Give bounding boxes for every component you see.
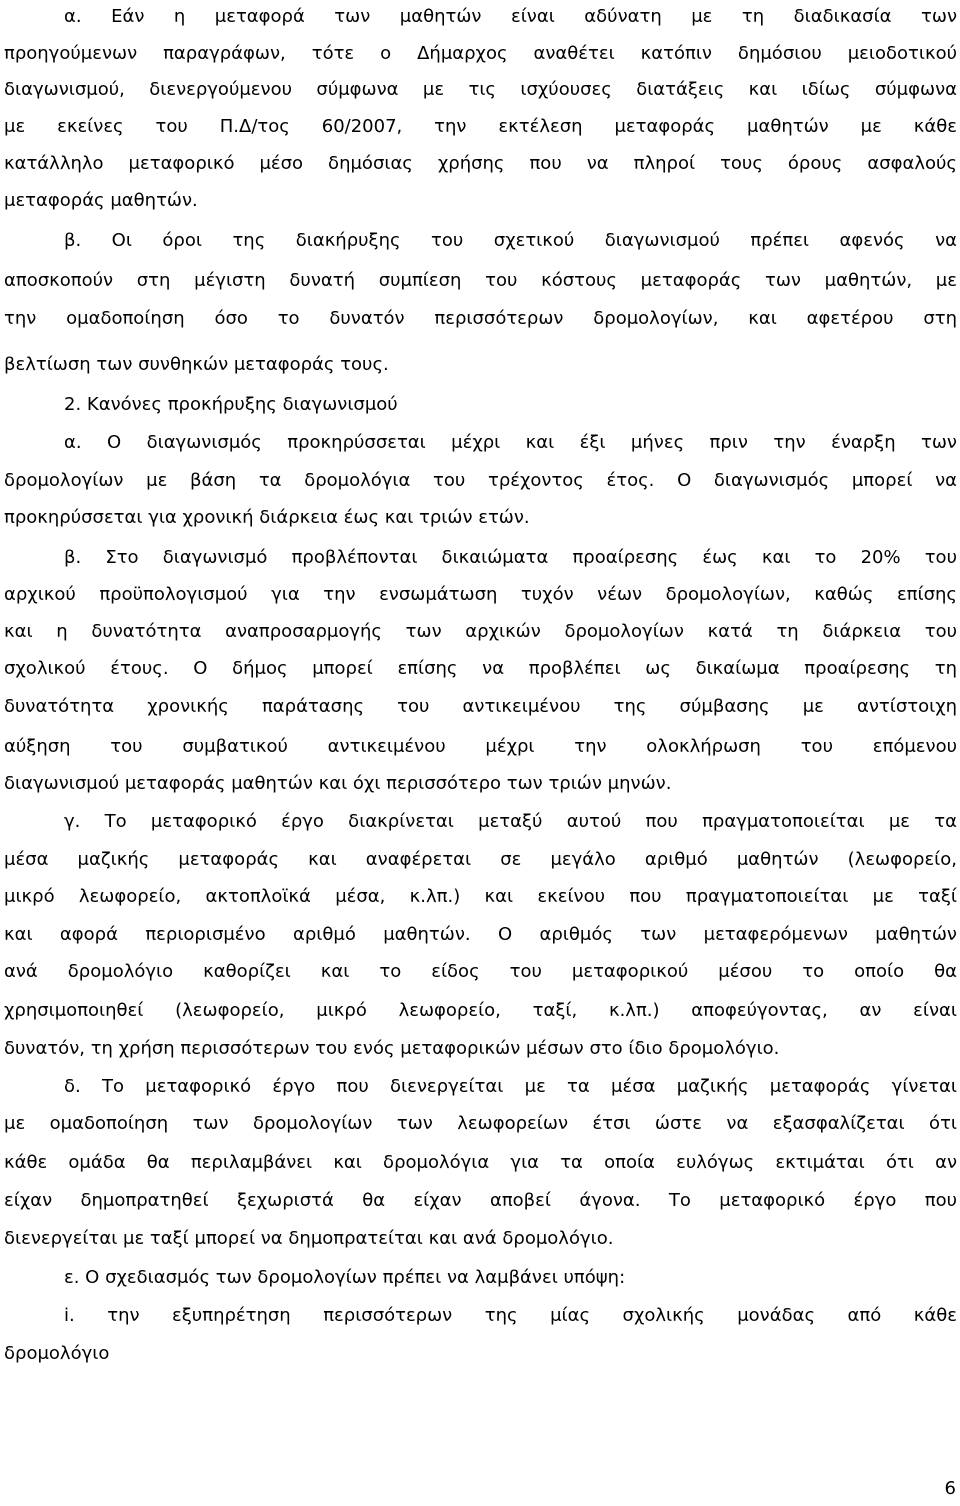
paragraph-line: προκηρύσσεται για χρονική διάρκεια έως και τριών ετών.: [4, 507, 530, 528]
paragraph-line: με ομαδοποίηση των δρομολογίων των λεωφορείων έτσι ώστε να εξασφαλίζεται ότι: [4, 1113, 957, 1134]
paragraph-line: ε. Ο σχεδιασμός των δρομολογίων πρέπει να λαμβάνει υπόψη:: [64, 1267, 626, 1288]
section-heading: 2. Κανόνες προκήρυξης διαγωνισμού: [64, 394, 398, 415]
paragraph-line: διαγωνισμού μεταφοράς μαθητών και όχι περισσότερο των τριών μηνών.: [4, 773, 672, 794]
paragraph-line: δ. Το μεταφορικό έργο που διενεργείται με τα μέσα μαζικής μεταφοράς γίνεται: [64, 1076, 957, 1097]
paragraph-line: σχολικού έτους. Ο δήμος μπορεί επίσης να προβλέπει ως δικαίωμα προαίρεσης τη: [4, 658, 957, 679]
paragraph-line: ανά δρομολόγιο καθορίζει και το είδος του μεταφορικού μέσου το οποίο θα: [4, 961, 957, 982]
paragraph-line: α. Ο διαγωνισμός προκηρύσσεται μέχρι και έξι μήνες πριν την έναρξη των: [64, 432, 957, 453]
paragraph-line: διαγωνισμού, διενεργούμενου σύμφωνα με τις ισχύουσες διατάξεις και ιδίως σύμφωνα: [4, 79, 957, 100]
paragraph-line: δρομολογίων με βάση τα δρομολόγια του τρέχοντος έτος. Ο διαγωνισμός μπορεί να: [4, 470, 957, 491]
page-number: 6: [944, 1478, 956, 1499]
list-item-line: δρομολόγιο: [4, 1343, 110, 1364]
paragraph-line: βελτίωση των συνθηκών μεταφοράς τους.: [4, 354, 389, 375]
paragraph-line: α. Εάν η μεταφορά των μαθητών είναι αδύνατη με τη διαδικασία των: [64, 6, 957, 27]
paragraph-line: αύξηση του συμβατικού αντικειμένου μέχρι την ολοκλήρωση του επόμενου: [4, 736, 957, 757]
paragraph-line: με εκείνες του Π.Δ/τος 60/2007, την εκτέλεση μεταφοράς μαθητών με κάθε: [4, 116, 957, 137]
paragraph-line: δυνατόν, τη χρήση περισσότερων του ενός μεταφορικών μέσων στο ίδιο δρομολόγιο.: [4, 1038, 780, 1059]
paragraph-line: είχαν δημοπρατηθεί ξεχωριστά θα είχαν αποβεί άγονα. Το μεταφορικό έργο που: [4, 1190, 957, 1211]
list-item-line: i. την εξυπηρέτηση περισσότερων της μίας σχολικής μονάδας από κάθε: [64, 1305, 957, 1326]
paragraph-line: β. Οι όροι της διακήρυξης του σχετικού διαγωνισμού πρέπει αφενός να: [64, 230, 957, 251]
paragraph-line: την ομαδοποίηση όσο το δυνατόν περισσότερων δρομολογίων, και αφετέρου στη: [4, 308, 957, 329]
paragraph-line: χρησιμοποιηθεί (λεωφορείο, μικρό λεωφορείο, ταξί, κ.λπ.) αποφεύγοντας, αν είναι: [4, 1000, 957, 1021]
paragraph-line: αρχικού προϋπολογισμού για την ενσωμάτωση τυχόν νέων δρομολογίων, καθώς επίσης: [4, 584, 957, 605]
paragraph-line: κατάλληλο μεταφορικό μέσο δημόσιας χρήσης που να πληροί τους όρους ασφαλούς: [4, 153, 957, 174]
paragraph-line: προηγούμενων παραγράφων, τότε ο Δήμαρχος αναθέτει κατόπιν δημόσιου μειοδοτικού: [4, 43, 957, 64]
paragraph-line: διενεργείται με ταξί μπορεί να δημοπρατείται και ανά δρομολόγιο.: [4, 1228, 614, 1249]
paragraph-line: αποσκοπούν στη μέγιστη δυνατή συμπίεση του κόστους μεταφοράς των μαθητών, με: [4, 270, 957, 291]
paragraph-line: κάθε ομάδα θα περιλαμβάνει και δρομολόγια για τα οποία ευλόγως εκτιμάται ότι αν: [4, 1152, 957, 1173]
paragraph-line: μικρό λεωφορείο, ακτοπλοϊκά μέσα, κ.λπ.) και εκείνου που πραγματοποιείται με ταξί: [4, 886, 957, 907]
paragraph-line: μέσα μαζικής μεταφοράς και αναφέρεται σε μεγάλο αριθμό μαθητών (λεωφορείο,: [4, 849, 957, 870]
paragraph-line: και αφορά περιορισμένο αριθμό μαθητών. Ο αριθμός των μεταφερόμενων μαθητών: [4, 924, 957, 945]
paragraph-line: και η δυνατότητα αναπροσαρμογής των αρχικών δρομολογίων κατά τη διάρκεια του: [4, 621, 957, 642]
paragraph-line: γ. Το μεταφορικό έργο διακρίνεται μεταξύ αυτού που πραγματοποιείται με τα: [64, 811, 957, 832]
paragraph-line: μεταφοράς μαθητών.: [4, 190, 198, 211]
paragraph-line: β. Στο διαγωνισμό προβλέπονται δικαιώματα προαίρεσης έως και το 20% του: [64, 547, 957, 568]
paragraph-line: δυνατότητα χρονικής παράτασης του αντικειμένου της σύμβασης με αντίστοιχη: [4, 696, 957, 717]
